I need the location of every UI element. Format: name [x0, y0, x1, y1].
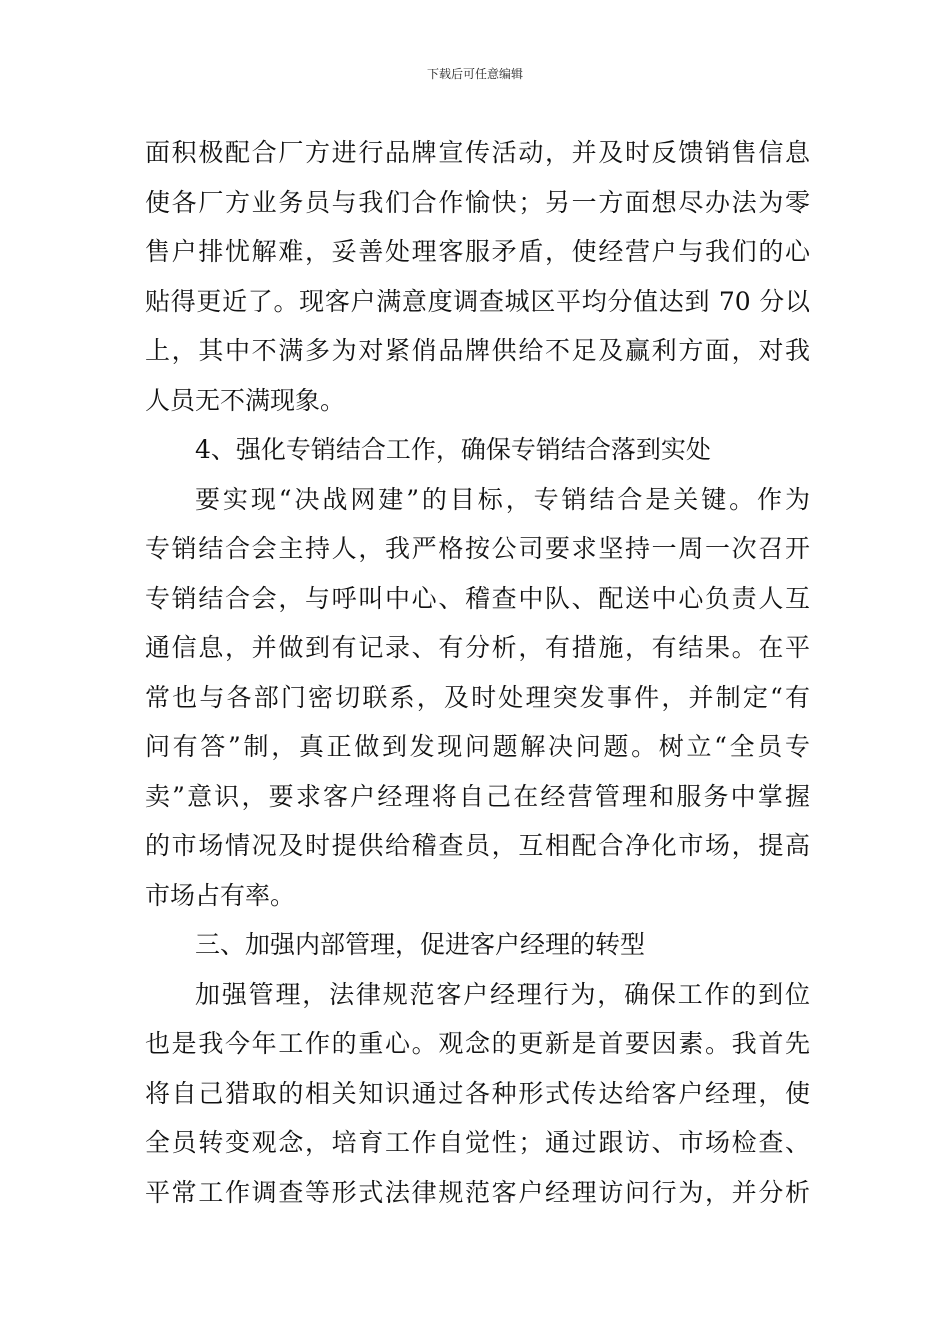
- text-line: 常也与各部门密切联系，及时处理突发事件，并制定“有: [145, 682, 810, 712]
- document-body: [145, 128, 810, 1217]
- text-line: 人员无不满现象。: [145, 385, 346, 415]
- text-line: 平常工作调查等形式法律规范客户经理访问行为，并分析: [145, 1177, 810, 1207]
- text-line: 的市场情况及时提供给稽查员，互相配合净化市场，提高: [145, 831, 810, 860]
- text-line: 贴得更近了。现客户满意度调查城区平均分值达到 70 分以: [145, 286, 810, 316]
- section-heading: 4、强化专销结合工作，确保专销结合落到实处: [195, 435, 711, 464]
- text-line: 将自己猎取的相关知识通过各种形式传达给客户经理，使: [145, 1078, 810, 1108]
- text-line: 专销结合会，与呼叫中心、稽查中队、配送中心负责人互: [145, 583, 810, 613]
- text-line: 专销结合会主持人，我严格按公司要求坚持一周一次召开: [145, 534, 810, 563]
- text-line: 面积极配合厂方进行品牌宣传活动，并及时反馈销售信息: [145, 138, 810, 167]
- text-line: 全员转变观念，培育工作自觉性；通过跟访、市场检查、: [145, 1128, 810, 1157]
- text-line: 售户排忧解难，妥善处理客服矛盾，使经营户与我们的心: [145, 237, 810, 266]
- text-line: 也是我今年工作的重心。观念的更新是首要因素。我首先: [145, 1029, 810, 1058]
- text-line: 卖”意识，要求客户经理将自己在经营管理和服务中掌握: [145, 781, 810, 811]
- text-line: 加强管理，法律规范客户经理行为，确保工作的到位: [195, 979, 810, 1009]
- text-line: 使各厂方业务员与我们合作愉快；另一方面想尽办法为零: [145, 187, 810, 217]
- text-line: 上，其中不满多为对紧俏品牌供给不足及赢利方面，对我: [145, 336, 810, 365]
- text-line: 通信息，并做到有记录、有分析，有措施，有结果。在平: [145, 633, 810, 662]
- page-header-note: 下载后可任意编辑: [426, 67, 523, 81]
- text-line: 问有答”制，真正做到发现问题解决问题。树立“全员专: [145, 732, 810, 761]
- text-line: 市场占有率。: [145, 880, 296, 910]
- section-heading: 三、加强内部管理，促进客户经理的转型: [195, 930, 646, 959]
- text-line: 要实现“决战网建”的目标，专销结合是关键。作为: [195, 484, 810, 514]
